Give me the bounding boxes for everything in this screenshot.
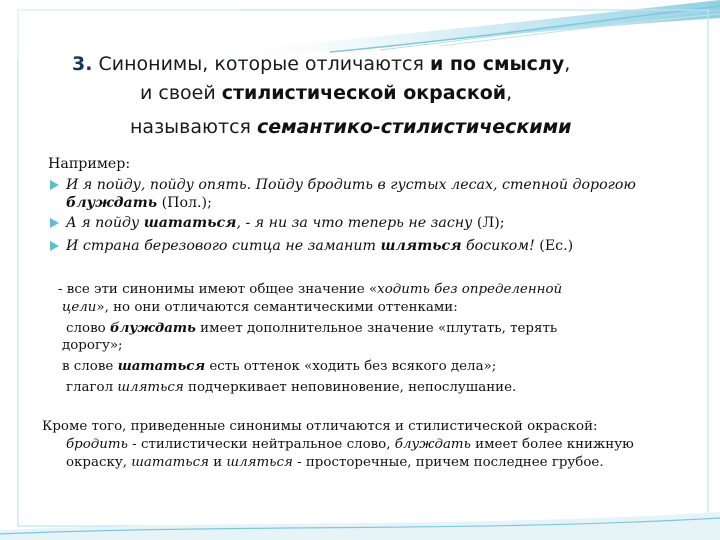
example-item-2 bbox=[66, 214, 505, 232]
conclusion-line-2 bbox=[66, 436, 634, 454]
explanation-text: », но они отличаются семантическими оттенками: bbox=[96, 300, 458, 315]
example-source: (Ес.) bbox=[534, 238, 574, 254]
explanation-text: - все эти синонимы имеют общее значение « bbox=[58, 282, 378, 297]
example-item-1 bbox=[66, 176, 636, 194]
title-text: и своей bbox=[140, 82, 222, 104]
example-keyword: шататься bbox=[143, 215, 237, 231]
explanation-quote: цели bbox=[62, 300, 97, 315]
title-line-1 bbox=[72, 50, 570, 79]
title-emphasis: и по смыслу bbox=[429, 53, 565, 75]
conclusion-keyword: бродить bbox=[66, 437, 128, 452]
explanation-text: слово bbox=[66, 321, 110, 336]
conclusion-text: - стилистически нейтральное слово, bbox=[127, 437, 395, 452]
bullet-icon bbox=[50, 218, 59, 228]
bullet-icon bbox=[50, 180, 59, 190]
title-text: , bbox=[564, 53, 571, 75]
title-text: называются bbox=[130, 116, 257, 138]
explanation-keyword: блуждать bbox=[109, 320, 196, 336]
example-item-1-cont bbox=[66, 194, 212, 212]
explanation-line-3 bbox=[66, 319, 557, 338]
title-number: 3. bbox=[72, 53, 93, 75]
example-keyword: блуждать bbox=[66, 195, 158, 211]
explanation-text: подчеркивает неповиновение, непослушание. bbox=[183, 380, 517, 395]
explanation-text: имеет дополнительное значение «плутать, терять bbox=[195, 321, 558, 336]
explanation-text: в слове bbox=[62, 359, 118, 374]
conclusion-keyword: шляться bbox=[226, 455, 293, 470]
conclusion-text: - просторечные, причем последнее грубое. bbox=[292, 455, 604, 470]
title-emphasis: стилистической окраской bbox=[221, 82, 507, 104]
explanation-quote: ходить без определенной bbox=[377, 282, 563, 297]
title-emphasis: семантико-стилистическими bbox=[257, 116, 572, 138]
explanation-line-6 bbox=[66, 379, 516, 397]
explanation-keyword: шляться bbox=[117, 380, 184, 395]
example-source: (Пол.); bbox=[157, 195, 212, 211]
explanation-line-4 bbox=[62, 337, 123, 355]
explanation-keyword: шататься bbox=[117, 358, 206, 374]
examples-intro: Например: bbox=[48, 156, 131, 172]
title-line-3 bbox=[130, 113, 571, 142]
explanation-text: дорогу»; bbox=[62, 338, 123, 353]
conclusion-text: окраску, bbox=[66, 455, 132, 470]
example-text: босиком! bbox=[461, 238, 535, 254]
conclusion-keyword: блуждать bbox=[394, 437, 471, 452]
example-keyword: шляться bbox=[380, 238, 462, 254]
conclusion-text: имеет более книжную bbox=[470, 437, 634, 452]
example-text: , - я ни за что теперь не засну bbox=[236, 215, 473, 231]
explanation-line-1 bbox=[58, 281, 562, 299]
title-line-2 bbox=[140, 79, 512, 108]
conclusion-line-1: Кроме того, приведенные синонимы отличаются и стилистической окраской: bbox=[42, 419, 598, 434]
example-item-3 bbox=[66, 237, 573, 255]
bullet-icon bbox=[50, 241, 59, 251]
title-text: , bbox=[506, 82, 513, 104]
explanation-text: глагол bbox=[66, 380, 118, 395]
conclusion-line-3 bbox=[66, 454, 604, 472]
example-source: (Л); bbox=[472, 215, 505, 231]
explanation-line-2 bbox=[62, 299, 458, 317]
example-text: А я пойду bbox=[66, 215, 144, 231]
explanation-line-5 bbox=[62, 357, 496, 376]
example-text: И я пойду, пойду опять. Пойду бродить в густых лесах, степной дорогою bbox=[66, 177, 636, 193]
conclusion-text: и bbox=[208, 455, 227, 470]
conclusion-keyword: шататься bbox=[131, 455, 209, 470]
explanation-text: есть оттенок «ходить без всякого дела»; bbox=[205, 359, 497, 374]
example-text: И страна березового ситца не заманит bbox=[66, 238, 381, 254]
title-text: Синонимы, которые отличаются bbox=[92, 53, 430, 75]
